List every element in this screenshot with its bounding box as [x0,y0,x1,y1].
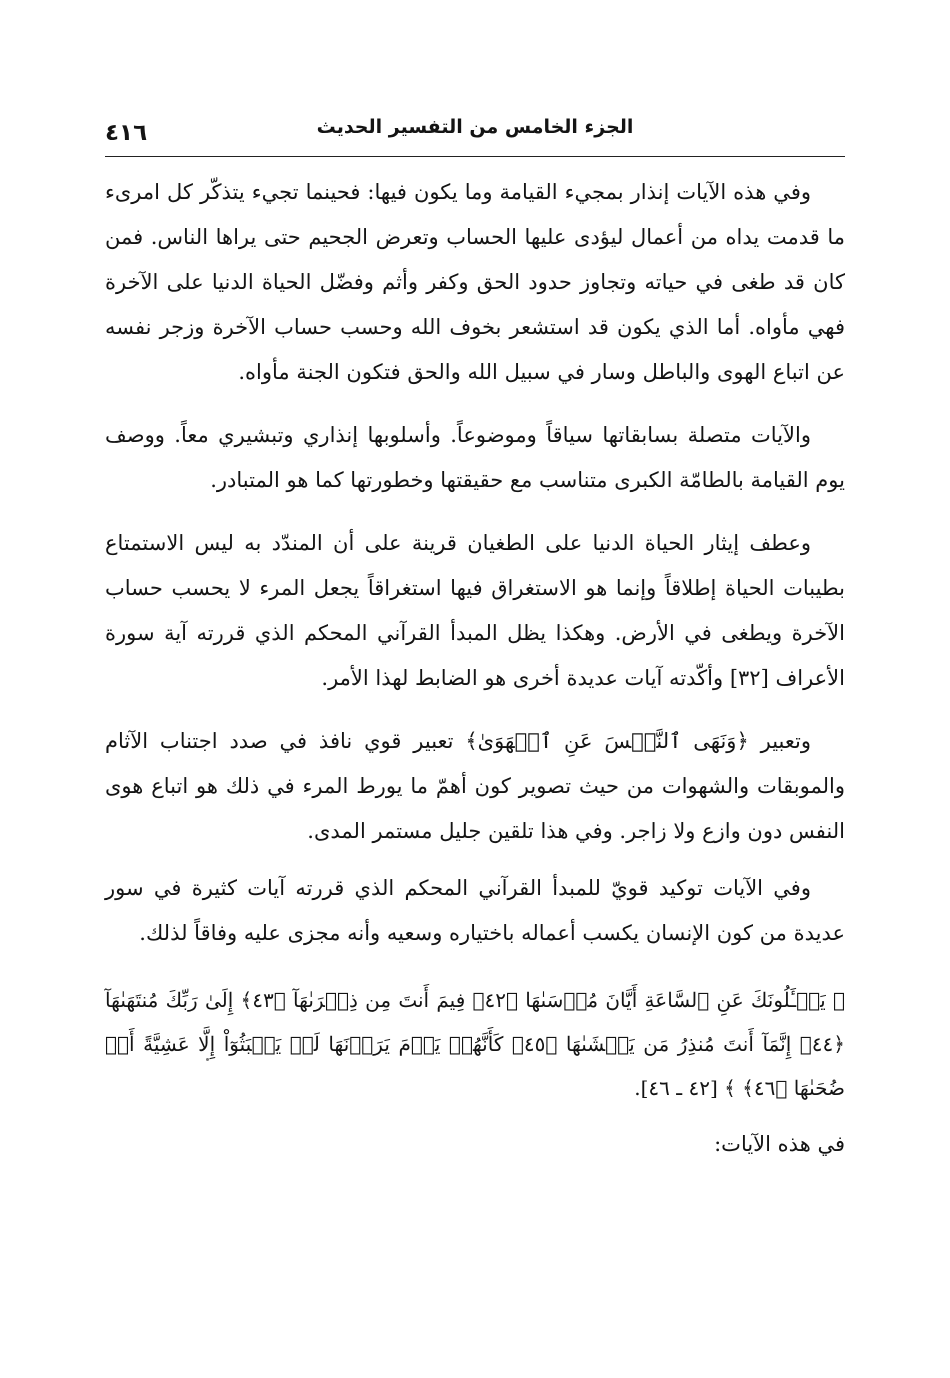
paragraph-4: وتعبير ﴿وَنَهَى ٱلنَّفۡسَ عَنِ ٱلۡهَوَىٰ﴾ تعبير قوي نافذ في صدد اجتناب الآثام والموبقات والشهوات من حيث تصوير كون أهمّ ما يورط المرء في ذلك هو اتباع هوى النفس دون وازع ولا زاجر. وفي هذا تلقين جليل مستمر المدى. [105,729,845,843]
verse-reference: [٤٢ ـ ٤٦]. [634,1076,718,1100]
paragraph-2: والآيات متصلة بسابقاتها سياقاً وموضوعاً. وأسلوبها إنذاري وتبشيري معاً. ووصف يوم القيامة بالطامّة الكبرى متناسب مع حقيقتها وخطورتها كما هو المتبادر. [105,423,845,492]
closing-line: في هذه الآيات: [714,1132,845,1156]
quran-verse-text: ﴿ يَسۡـَٔلُونَكَ عَنِ ٱلسَّاعَةِ أَيَّانَ مُرۡسَىٰهَا ﴿٤٢﴾ فِيمَ أَنتَ مِن ذِكۡرَىٰهَآ ﴿٤٣﴾ إِلَىٰ رَبِّكَ مُنتَهَىٰهَآ ﴿٤٤﴾ إِنَّمَآ أَنتَ مُنذِرُ مَن يَخۡشَىٰهَا ﴿٤٥﴾ كَأَنَّهُمۡ يَوۡمَ يَرَوۡنَهَا لَمۡ يَلۡبَثُوٓاْ إِلَّا عَشِيَّةً أَوۡ ضُحَىٰهَا ﴿٤٦﴾ ﴾ [105,988,845,1100]
header-title: الجزء الخامس من التفسير الحديث [316,116,634,138]
body-text [105,170,845,1167]
print-speck [206,1058,209,1061]
running-header [105,110,845,157]
paragraph-1: وفي هذه الآيات إنذار بمجيء القيامة وما يكون فيها: فحينما تجيء يتذكّر كل امرىء ما قدمت يداه من أعمال ليؤدى عليها الحساب وتعرض الجحيم حتى يراها الناس. فمن كان قد طغى في حياته وتجاوز حدود الحق وكفر وأثم وفضّل الحياة الدنيا على الآخرة فهي مأواه. أما الذي يكون قد استشعر بخوف الله وحسب حساب الآخرة وزجر نفسه عن اتباع الهوى والباطل وسار في سبيل الله والحق فتكون الجنة مأواه. [105,180,845,384]
quran-verse-block [105,978,845,1110]
page-number: ٤١٦ [105,120,148,146]
paragraph-3: وعطف إيثار الحياة الدنيا على الطغيان قرينة على أن المندّد به ليس الاستمتاع بطيبات الحياة إطلاقاً وإنما هو الاستغراق فيها استغراقاً يجعل المرء لا يحسب حساب الآخرة ويطغى في الأرض. وهكذا يظل المبدأ القرآني المحكم الذي قررته آية سورة الأعراف [٣٢] وأكّدته آيات عديدة أخرى هو الضابط لهذا الأمر. [105,531,845,690]
paragraph-5: وفي الآيات توكيد قويّ للمبدأ القرآني المحكم الذي قررته آيات كثيرة في سور عديدة من كون الإنسان يكسب أعماله باختياره وسعيه وأنه مجزى عليه وفاقاً لذلك. [105,876,845,945]
